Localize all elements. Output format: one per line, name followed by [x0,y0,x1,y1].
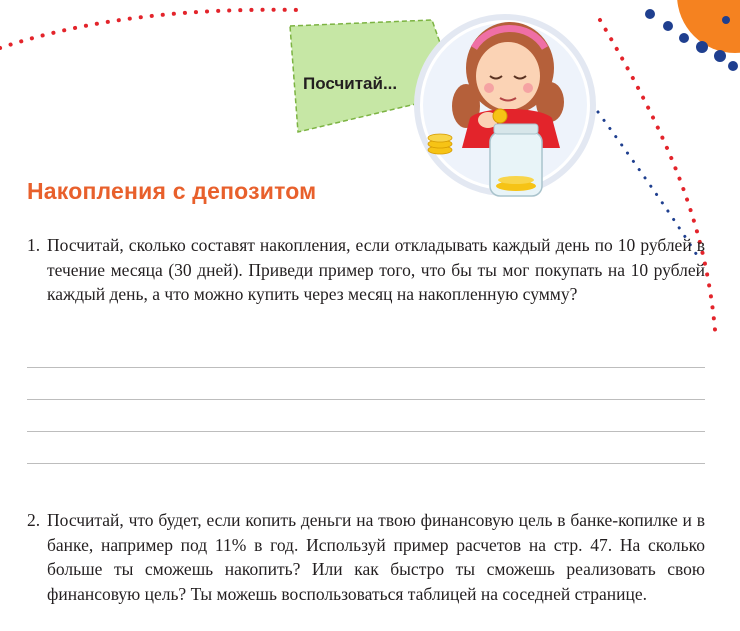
task-item [27,233,705,307]
section-title: Накопления с депозитом [27,178,317,204]
task-number: 2. [27,510,41,530]
answer-line[interactable] [27,463,705,464]
dotted-arc-top-left [0,10,300,48]
task-number: 1. [27,235,41,255]
task-text: Посчитай, что будет, если копить деньги на твою финансовую цель в банке-копилке и в банке, например под 11% в год. Используй пример расчетов на стр. 47. На сколько больше ты сможешь накопить? Или как быстро ты сможешь реализовать свою финансовую цель? Ты можешь воспользоваться таблицей на соседней странице. [47,510,705,604]
task-item [27,508,705,606]
answer-line[interactable] [27,367,705,368]
task-text: Посчитай, сколько составят накопления, если откладывать каждый день по 10 рублей в течение месяца (30 дней). Приведи пример того, что бы ты мог покупать на 10 рублей каждый день, а что можно купить через месяц на накопленную сумму? [47,235,705,304]
girl-illustration [417,17,593,196]
answer-line[interactable] [27,431,705,432]
answer-line[interactable] [27,399,705,400]
corner-orange-shape [677,0,740,53]
speech-bubble-text: Посчитай... [303,74,398,93]
